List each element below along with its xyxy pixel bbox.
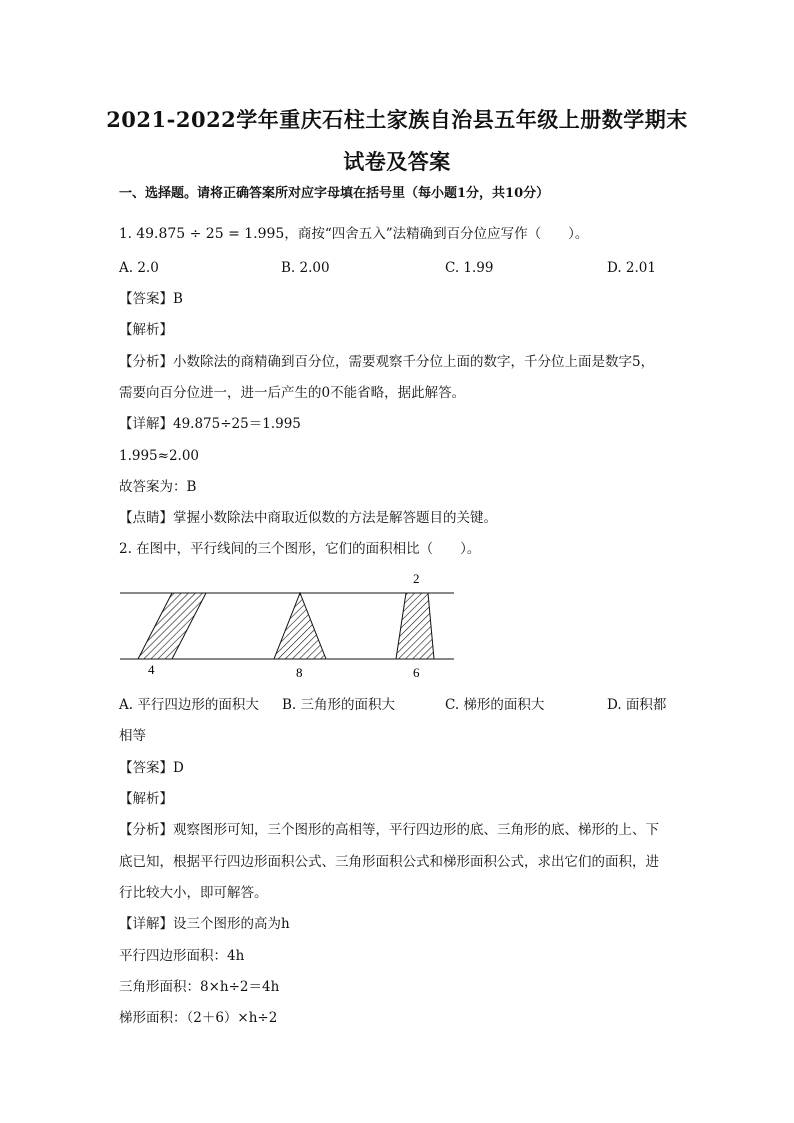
question-text: ，商按“四舍五入”法精确到百分位应写作（ ）。 [284, 226, 589, 242]
math-expression: 49.875 ÷ 25 = 1.995 [136, 226, 285, 242]
parallelogram-base-label: 4 [148, 662, 155, 677]
question-number: 1. [119, 226, 132, 242]
analysis-label: 【解析】 [119, 791, 173, 807]
option-d-continuation: 相等 [119, 728, 146, 744]
analysis-label: 【解析】 [119, 322, 173, 338]
option-c: C. 梯形的面积大 [445, 697, 545, 713]
detail-text: 【详解】49.875÷25＝1.995 [119, 416, 301, 432]
analysis-text: 底已知，根据平行四边形面积公式、三角形面积公式和梯形面积公式，求出它们的面积，进 [119, 854, 659, 870]
parallelogram-shape [138, 593, 206, 659]
option-d: D. 面积都 [607, 697, 667, 713]
parallelogram-area-text: 平行四边形面积：4h [119, 948, 245, 964]
section-heading: 一、选择题。请将正确答案所对应字母填在括号里（每小题1分，共10分） [119, 186, 550, 201]
answer-line: 【答案】B [119, 291, 183, 307]
trapezoid-bottom-label: 6 [413, 665, 420, 680]
parallel-lines-figure [110, 565, 470, 685]
analysis-text: 行比较大小，即可解答。 [119, 885, 268, 901]
question-2: 2. 在图中，平行线间的三个图形，它们的面积相比（ ）。 [119, 541, 481, 557]
analysis-text: 【分析】观察图形可知，三个图形的高相等，平行四边形的底、三角形的底、梯形的上、下 [119, 822, 659, 838]
page-title-line2: 试卷及答案 [343, 149, 451, 174]
trapezoid-shape [396, 593, 434, 659]
triangle-area-text: 三角形面积：8×h÷2＝4h [119, 979, 280, 995]
detail-text: 【详解】设三个图形的高为h [119, 916, 290, 932]
option-d: D. 2.01 [607, 260, 656, 276]
trapezoid-top-label: 2 [413, 571, 420, 586]
triangle-base-label: 8 [296, 665, 303, 680]
answer-line: 【答案】D [119, 760, 184, 776]
analysis-text: 需要向百分位进一，进一后产生的0不能省略，据此解答。 [119, 385, 466, 401]
trapezoid-area-text: 梯形面积：（2＋6）×h÷2 [119, 1010, 278, 1026]
detail-text: 1.995≈2.00 [119, 448, 200, 464]
question-1 [119, 224, 588, 244]
option-b: B. 三角形的面积大 [282, 697, 396, 713]
option-b: B. 2.00 [281, 260, 330, 276]
triangle-shape [274, 593, 326, 659]
option-a: A. 2.0 [119, 260, 159, 276]
option-c: C. 1.99 [445, 260, 494, 276]
key-point-text: 【点睛】掌握小数除法中商取近似数的方法是解答题目的关键。 [119, 510, 497, 526]
analysis-text: 【分析】小数除法的商精确到百分位，需要观察千分位上面的数字，千分位上面是数字5， [119, 354, 655, 370]
option-a: A. 平行四边形的面积大 [119, 697, 259, 713]
page-title-line1: 2021-2022学年重庆石柱土家族自治县五年级上册数学期末 [106, 107, 688, 132]
conclusion-text: 故答案为：B [119, 479, 197, 495]
